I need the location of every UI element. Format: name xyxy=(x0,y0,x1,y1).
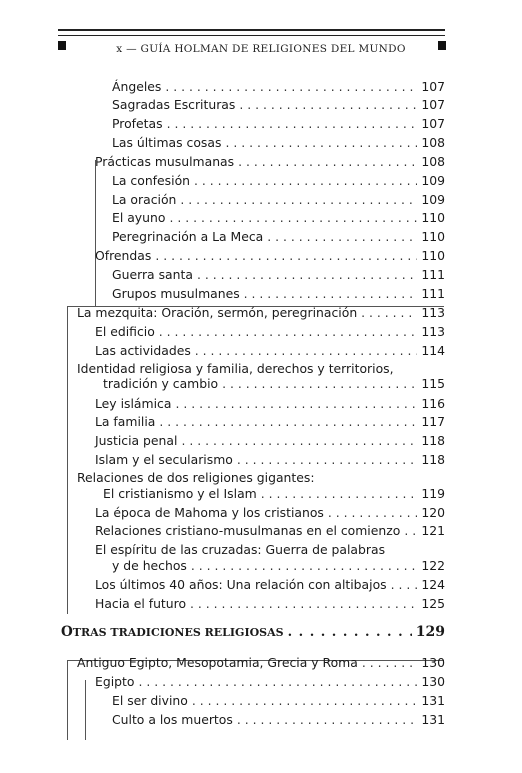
toc-entry xyxy=(95,248,445,264)
leader-dots xyxy=(237,452,417,468)
toc-entry-label: Ofrendas xyxy=(95,248,152,263)
toc-entry xyxy=(112,210,445,226)
toc-entry xyxy=(95,154,445,170)
toc-entry-page: 110 xyxy=(421,210,445,225)
toc-entry xyxy=(112,286,445,302)
toc-entry-label: La oración xyxy=(112,192,177,207)
toc-entry-label: Islam y el secularismo xyxy=(95,452,233,467)
leader-dots xyxy=(267,229,417,245)
leader-dots xyxy=(190,596,417,612)
leader-dots xyxy=(261,486,418,502)
toc-entry xyxy=(77,305,445,321)
leader-dots xyxy=(192,693,418,709)
leader-dots xyxy=(181,433,417,449)
toc-entry-page: 109 xyxy=(421,173,445,188)
toc-entry-label: Prácticas musulmanas xyxy=(95,154,235,169)
leader-dots xyxy=(159,324,418,340)
toc-entry-page: 111 xyxy=(421,267,445,282)
toc-entry-page: 107 xyxy=(421,116,445,131)
toc-entry-page: 110 xyxy=(421,229,445,244)
toc-entry-page: 107 xyxy=(421,79,445,94)
toc-entry-label: Las actividades xyxy=(95,343,191,358)
section-title-initial: O xyxy=(61,624,73,640)
leader-dots xyxy=(288,625,412,640)
toc-entry-label-continued: tradición y cambio xyxy=(103,376,219,391)
toc-entry xyxy=(112,693,445,709)
toc-entry-label: Sagradas Escrituras xyxy=(112,97,236,112)
leader-dots xyxy=(238,154,417,170)
toc-entry-page: 121 xyxy=(421,523,445,538)
toc-entry xyxy=(95,343,445,359)
toc-entry xyxy=(112,135,445,151)
toc-entry-label: Relaciones de dos religiones gigantes: xyxy=(77,470,315,485)
toc-entry xyxy=(77,655,445,671)
toc-entry-label-continued: El cristianismo y el Islam xyxy=(103,486,257,501)
toc-entry-page: 131 xyxy=(421,693,445,708)
leader-dots xyxy=(138,674,417,690)
leader-dots xyxy=(362,655,418,671)
toc-entry xyxy=(95,505,445,521)
toc-entry-page: 125 xyxy=(421,596,445,611)
toc-entry xyxy=(112,79,445,95)
leader-dots xyxy=(165,79,417,95)
leader-dots xyxy=(167,116,418,132)
toc-entry-label: Antiguo Egipto, Mesopotamia, Grecia y Roma xyxy=(77,655,358,670)
toc-entry-label: Profetas xyxy=(112,116,163,131)
toc-entry-label: Identidad religiosa y familia, derechos y territorios, xyxy=(77,361,394,376)
toc-entry-page: 124 xyxy=(421,577,445,592)
leader-dots xyxy=(391,577,418,593)
leader-dots xyxy=(194,173,417,189)
leader-dots xyxy=(244,286,418,302)
leader-dots xyxy=(191,558,417,574)
toc-entry xyxy=(95,324,445,340)
running-head: x — GUÍA HOLMAN DE RELIGIONES DEL MUNDO xyxy=(116,43,406,55)
toc-entry-page: 130 xyxy=(421,674,445,689)
leader-dots xyxy=(225,135,417,151)
toc-entry xyxy=(103,486,445,502)
leader-dots xyxy=(195,343,418,359)
toc-entry-label: Culto a los muertos xyxy=(112,712,233,727)
leader-dots xyxy=(237,712,418,728)
leader-dots xyxy=(404,523,417,539)
bracket-line xyxy=(85,680,86,740)
toc-entry-label: El ser divino xyxy=(112,693,188,708)
toc-entry-page: 118 xyxy=(421,433,445,448)
toc-entry-page: 110 xyxy=(421,248,445,263)
toc-entry-label: Peregrinación a La Meca xyxy=(112,229,264,244)
leader-dots xyxy=(175,396,417,412)
toc-entry-page: 108 xyxy=(421,154,445,169)
toc-entry xyxy=(112,712,445,728)
toc-entry xyxy=(95,433,445,449)
toc-entry-page: 118 xyxy=(421,452,445,467)
toc-entry-label: La época de Mahoma y los cristianos xyxy=(95,505,324,520)
toc-entry-page: 111 xyxy=(421,286,445,301)
header-rule-thin xyxy=(58,35,445,36)
leader-dots xyxy=(180,192,417,208)
toc-entry-label: Los últimos 40 años: Una relación con altibajos xyxy=(95,577,387,592)
toc-entry-page: 114 xyxy=(421,343,445,358)
toc-entry-page: 109 xyxy=(421,192,445,207)
toc-entry xyxy=(95,523,445,539)
header-rule-thick xyxy=(58,29,445,31)
toc-entry xyxy=(103,376,445,392)
toc-entry xyxy=(112,267,445,283)
toc-entry-page: 107 xyxy=(421,97,445,112)
toc-entry-label-continued: y de hechos xyxy=(112,558,187,573)
toc-entry-label: El edificio xyxy=(95,324,155,339)
toc-entry-label: La familia xyxy=(95,414,156,429)
toc-entry-page: 115 xyxy=(421,376,445,391)
leader-dots xyxy=(155,248,417,264)
leader-dots xyxy=(159,414,417,430)
toc-entry xyxy=(112,558,445,574)
toc-entry-label: Egipto xyxy=(95,674,135,689)
bracket-line xyxy=(67,660,68,740)
toc-entry-label: El ayuno xyxy=(112,210,166,225)
leader-dots xyxy=(197,267,417,283)
leader-dots xyxy=(222,376,417,392)
toc-entry xyxy=(95,452,445,468)
toc-entry-label: Grupos musulmanes xyxy=(112,286,240,301)
bracket-line xyxy=(67,306,68,614)
section-page: 129 xyxy=(415,624,445,640)
toc-entry-page: 120 xyxy=(421,505,445,520)
toc-entry-label: Ángeles xyxy=(112,79,162,94)
leader-dots xyxy=(361,305,417,321)
toc-entry xyxy=(112,173,445,189)
toc-entry-page: 108 xyxy=(421,135,445,150)
toc-entry xyxy=(112,116,445,132)
toc-entry-label: Ley islámica xyxy=(95,396,172,411)
leader-dots xyxy=(328,505,417,521)
toc-entry-label: Justicia penal xyxy=(95,433,178,448)
bracket-line xyxy=(95,160,96,306)
toc-entry-label: Relaciones cristiano-musulmanas en el comienzo xyxy=(95,523,401,538)
toc-entry-page: 116 xyxy=(421,396,445,411)
section-title-rest: TRAS TRADICIONES RELIGIOSAS xyxy=(72,626,284,639)
toc-entry xyxy=(112,97,445,113)
toc-entry-label: El espíritu de las cruzadas: Guerra de palabras xyxy=(95,542,386,557)
toc-entry-page: 122 xyxy=(421,558,445,573)
leader-dots xyxy=(169,210,417,226)
toc-entry xyxy=(95,396,445,412)
toc-entry-label: Hacia el futuro xyxy=(95,596,187,611)
toc-entry-label: Las últimas cosas xyxy=(112,135,222,150)
toc-entry-page: 113 xyxy=(421,305,445,320)
toc-entry-label: La confesión xyxy=(112,173,190,188)
toc-entry-label: Guerra santa xyxy=(112,267,193,282)
toc-entry-label: La mezquita: Oración, sermón, peregrinación xyxy=(77,305,358,320)
toc-entry-page: 131 xyxy=(421,712,445,727)
toc-entry xyxy=(95,596,445,612)
toc-entry-page: 119 xyxy=(421,486,445,501)
leader-dots xyxy=(239,97,417,113)
toc-entry xyxy=(112,192,445,208)
toc-entry-page: 113 xyxy=(421,324,445,339)
toc-entry xyxy=(95,674,445,690)
toc-entry-page: 117 xyxy=(421,414,445,429)
toc-entry xyxy=(95,577,445,593)
toc-entry xyxy=(112,229,445,245)
toc-entry xyxy=(95,414,445,430)
section-heading xyxy=(61,624,445,640)
toc-entry-page: 130 xyxy=(421,655,445,670)
